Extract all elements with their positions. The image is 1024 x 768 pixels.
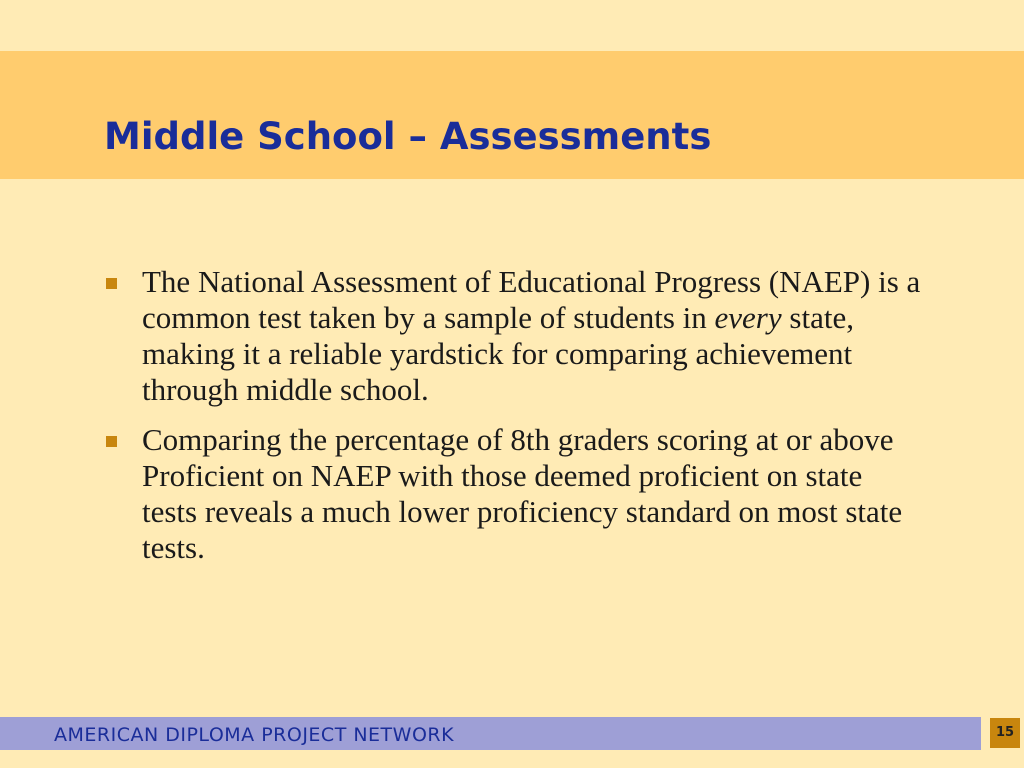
bullet-text-emphasis: every xyxy=(714,300,782,335)
bullet-text: Comparing the percentage of 8th graders scoring at or above Proficient on NAEP with those deemed proficient on state tests reveals a much lower proficiency standard on most state tests. xyxy=(142,422,903,565)
bullet-text-pre: The National Assessment of Educational Progress (NAEP) is a common test taken by a sample of students in xyxy=(142,264,921,335)
square-bullet-icon xyxy=(106,278,117,289)
bullet-item-naep xyxy=(104,264,924,408)
bullet-item-comparison xyxy=(104,422,924,566)
page-number-badge: 15 xyxy=(990,718,1020,748)
footer-text: AMERICAN DIPLOMA PROJECT NETWORK xyxy=(54,724,455,746)
slide-title: Middle School – Assessments xyxy=(104,115,712,158)
bullet-list xyxy=(104,264,924,580)
square-bullet-icon xyxy=(106,436,117,447)
bullet-text-post: state, making it a reliable yardstick for comparing achievement through middle school. xyxy=(142,300,854,407)
